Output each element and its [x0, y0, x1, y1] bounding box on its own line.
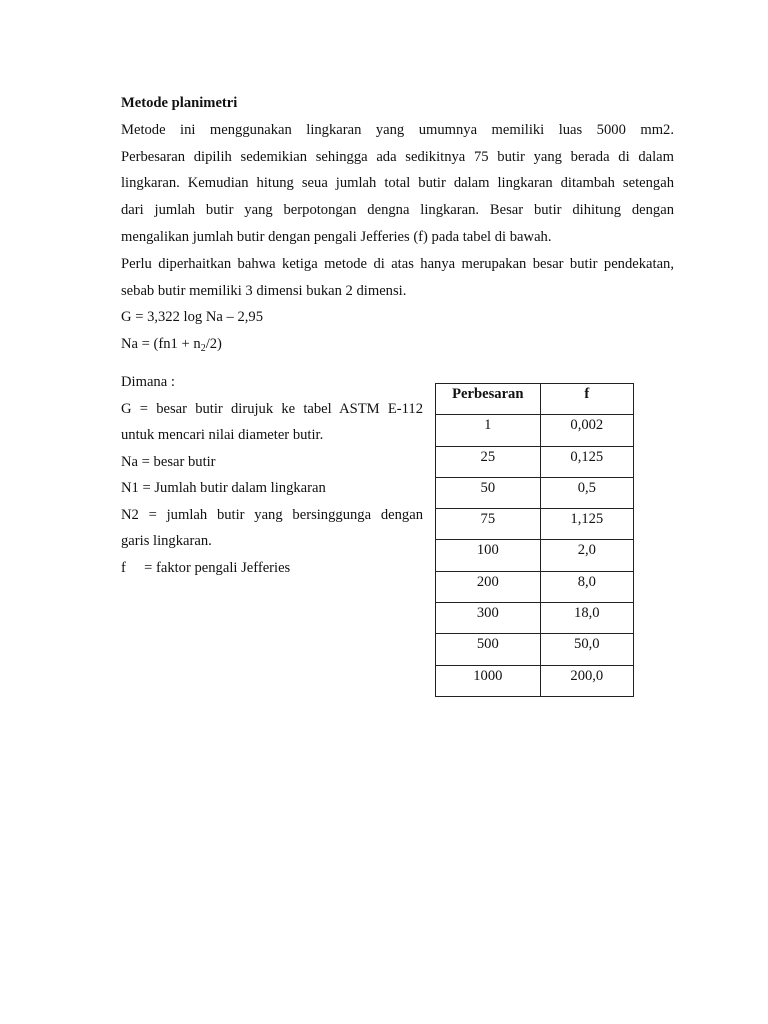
definition-n2-line-2: garis lingkaran.: [121, 533, 212, 549]
paragraph2-line-2: sebab butir memiliki 3 dimensi bukan 2 dimensi.: [121, 282, 407, 299]
cell-f: 200,0: [540, 665, 633, 696]
paragraph1-line-1: Metode ini menggunakan lingkaran yang umumnya memiliki luas 5000 mm2.: [121, 121, 674, 138]
definitions-block: [121, 369, 423, 581]
definition-g-line-2: untuk mencari nilai diameter butir.: [121, 427, 324, 443]
cell-perbesaran: 75: [436, 509, 541, 540]
table-row: [436, 540, 634, 571]
header-f: f: [540, 384, 633, 415]
table-header-row: [436, 384, 634, 415]
cell-perbesaran: 100: [436, 540, 541, 571]
paragraph2-line-1: Perlu diperhaitkan bahwa ketiga metode di atas hanya merupakan besar butir pendekatan,: [121, 255, 674, 272]
cell-perbesaran: 50: [436, 477, 541, 508]
definitions-heading: Dimana :: [121, 374, 175, 390]
cell-f: 8,0: [540, 571, 633, 602]
table-row: [436, 509, 634, 540]
table-row: [436, 446, 634, 477]
formula-na-before: Na = (fn1 + n: [121, 336, 201, 353]
definition-g-line-1: G = besar butir dirujuk ke tabel ASTM E-112: [121, 400, 423, 417]
cell-f: 0,5: [540, 477, 633, 508]
table-row: [436, 603, 634, 634]
formula-na: [121, 331, 674, 358]
definition-na: Na = besar butir: [121, 453, 216, 470]
table-row: [436, 415, 634, 446]
cell-f: 18,0: [540, 603, 633, 634]
jefferies-table: [435, 383, 634, 697]
definition-n2-line-1: N2 = jumlah butir yang bersinggunga dengan: [121, 506, 423, 523]
formula-na-subscript: 2: [200, 343, 206, 355]
definition-n1: N1 = Jumlah butir dalam lingkaran: [121, 480, 326, 496]
cell-perbesaran: 1: [436, 415, 541, 446]
table-row: [436, 634, 634, 665]
cell-f: 1,125: [540, 509, 633, 540]
cell-perbesaran: 25: [436, 446, 541, 477]
table-row: [436, 477, 634, 508]
main-text: [121, 90, 674, 358]
formula-g: G = 3,322 log Na – 2,95: [121, 309, 263, 326]
table-row: [436, 571, 634, 602]
table-row: [436, 665, 634, 696]
paragraph1-line-4: dari jumlah butir yang berpotongan dengna lingkaran. Besar butir dihitung dengan: [121, 202, 674, 219]
formula-na-after: /2): [205, 336, 222, 353]
cell-f: 2,0: [540, 540, 633, 571]
cell-f: 50,0: [540, 634, 633, 665]
section-title: Metode planimetri: [121, 95, 238, 111]
paragraph1-line-3: lingkaran. Kemudian hitung seua jumlah total butir dalam lingkaran ditambah setengah: [121, 175, 674, 192]
header-perbesaran: Perbesaran: [436, 384, 541, 415]
cell-perbesaran: 500: [436, 634, 541, 665]
cell-f: 0,125: [540, 446, 633, 477]
cell-perbesaran: 200: [436, 571, 541, 602]
definition-f: f = faktor pengali Jefferies: [121, 559, 291, 576]
paragraph1-line-2: Perbesaran dipilih sedemikian sehingga ada sedikitnya 75 butir yang berada di dalam: [121, 148, 674, 165]
cell-perbesaran: 300: [436, 603, 541, 634]
cell-f: 0,002: [540, 415, 633, 446]
paragraph1-line-5: mengalikan jumlah butir dengan pengali Jefferies (f) pada tabel di bawah.: [121, 228, 552, 245]
cell-perbesaran: 1000: [436, 665, 541, 696]
